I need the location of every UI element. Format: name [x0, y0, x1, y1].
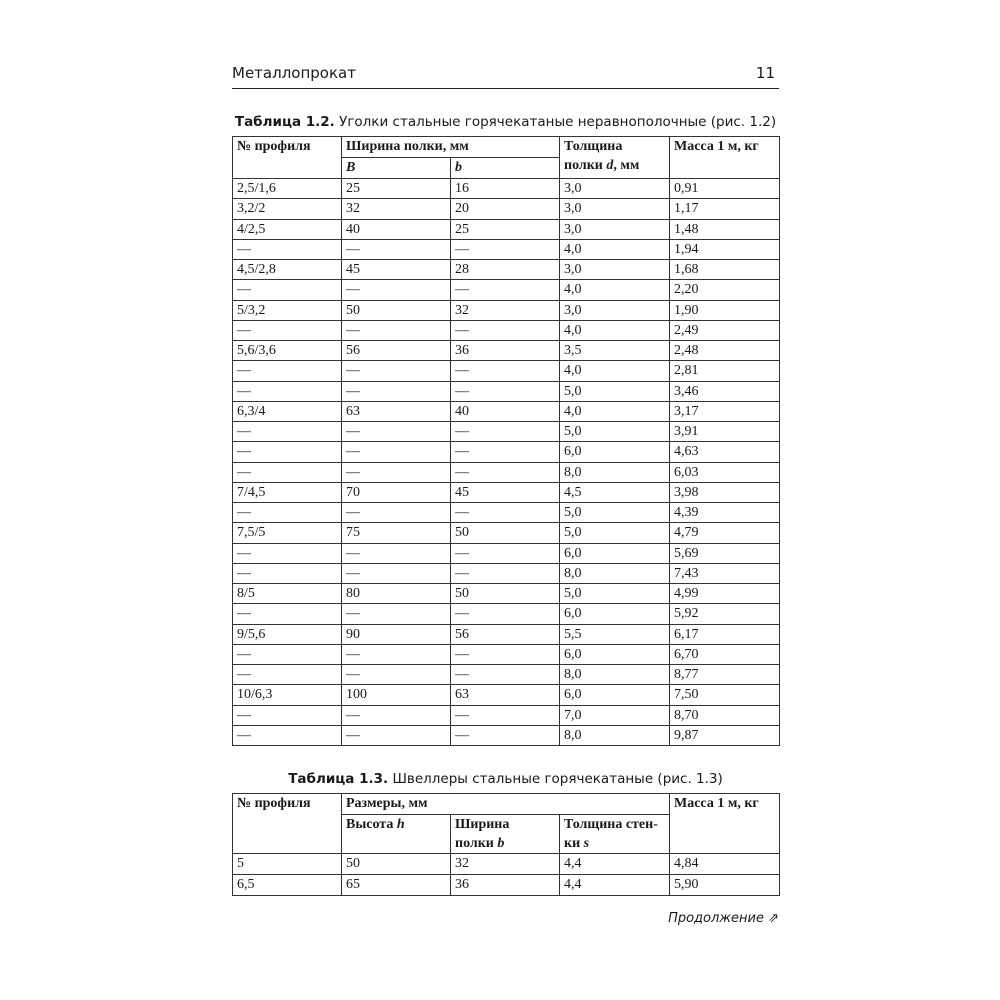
table-cell: 8,77 [670, 665, 780, 685]
table-cell: 2,48 [670, 341, 780, 361]
table-cell: — [342, 422, 451, 442]
table-cell: 25 [451, 219, 560, 239]
table-cell: 4,0 [560, 320, 670, 340]
table-row [233, 624, 780, 644]
table-cell: — [233, 604, 342, 624]
table-cell: 4,0 [560, 280, 670, 300]
table-cell: 45 [451, 482, 560, 502]
table-cell: — [451, 665, 560, 685]
table-cell: 4,99 [670, 584, 780, 604]
table-row [233, 320, 780, 340]
table-cell: — [233, 381, 342, 401]
table-cell: 5,0 [560, 503, 670, 523]
table-1-2-body [233, 179, 780, 746]
table-cell: 2,81 [670, 361, 780, 381]
table-cell: — [342, 705, 451, 725]
table-cell: — [451, 442, 560, 462]
table-row [233, 219, 780, 239]
table-1-3-caption-text: Швеллеры стальные горячекатаные (рис. 1.3) [388, 771, 723, 787]
table-cell: — [233, 563, 342, 583]
table-1-2 [232, 136, 780, 746]
table-cell: 5/3,2 [233, 300, 342, 320]
table-cell: 3,0 [560, 199, 670, 219]
table-row [233, 341, 780, 361]
table-cell: 40 [342, 219, 451, 239]
table-cell: 50 [342, 300, 451, 320]
table-row [233, 644, 780, 664]
table-cell: 5,0 [560, 584, 670, 604]
running-header [232, 62, 779, 89]
table-cell: 5 [233, 854, 342, 875]
table-cell: 4,0 [560, 401, 670, 421]
table-cell: 3,0 [560, 260, 670, 280]
table-cell: 9,87 [670, 725, 780, 745]
table-cell: — [451, 543, 560, 563]
table-cell: 6,0 [560, 604, 670, 624]
table-cell: 4,5 [560, 482, 670, 502]
table-cell: — [451, 381, 560, 401]
table-cell: 100 [342, 685, 451, 705]
header-profile: № профиля [233, 137, 342, 179]
table-row [233, 280, 780, 300]
table-cell: 6,0 [560, 685, 670, 705]
table-row [233, 239, 780, 259]
table-cell: 32 [342, 199, 451, 219]
table-cell: — [451, 320, 560, 340]
header-b: b [451, 158, 560, 179]
table-cell: 3,0 [560, 179, 670, 199]
table-cell: — [342, 543, 451, 563]
table-cell: 8/5 [233, 584, 342, 604]
table-cell: 6,03 [670, 462, 780, 482]
table-cell: 63 [451, 685, 560, 705]
table-cell: — [342, 725, 451, 745]
table-cell: — [342, 280, 451, 300]
table-row [233, 665, 780, 685]
table-cell: 3,98 [670, 482, 780, 502]
table-row [233, 875, 780, 896]
table-cell: 3,0 [560, 300, 670, 320]
table-cell: 56 [342, 341, 451, 361]
table-cell: — [233, 239, 342, 259]
table-cell: — [342, 361, 451, 381]
table-cell: 1,68 [670, 260, 780, 280]
table-cell: 5,0 [560, 523, 670, 543]
table-cell: 32 [451, 854, 560, 875]
table-cell: 4,79 [670, 523, 780, 543]
table-cell: 36 [451, 341, 560, 361]
table-cell: 75 [342, 523, 451, 543]
table-cell: 4,0 [560, 239, 670, 259]
table-cell: 65 [342, 875, 451, 896]
table-cell: — [451, 563, 560, 583]
header-sizes: Размеры, мм [342, 794, 670, 815]
table-cell: — [451, 422, 560, 442]
table-row [233, 584, 780, 604]
table-cell: 2,5/1,6 [233, 179, 342, 199]
table-cell: — [342, 239, 451, 259]
table-cell: 4/2,5 [233, 219, 342, 239]
table-cell: 6,3/4 [233, 401, 342, 421]
table-row [233, 179, 780, 199]
table-cell: — [342, 320, 451, 340]
table-cell: 28 [451, 260, 560, 280]
table-cell: — [233, 644, 342, 664]
table-cell: — [233, 543, 342, 563]
table-cell: — [451, 239, 560, 259]
table-cell: 25 [342, 179, 451, 199]
table-cell: 6,5 [233, 875, 342, 896]
table-cell: 4,39 [670, 503, 780, 523]
table-cell: 10/6,3 [233, 685, 342, 705]
continuation-note: Продолжение ⇗ [668, 911, 779, 926]
table-row [233, 543, 780, 563]
table-row [233, 503, 780, 523]
table-cell: 8,0 [560, 563, 670, 583]
table-cell: — [451, 462, 560, 482]
table-1-3-caption [232, 771, 779, 787]
table-cell: — [233, 705, 342, 725]
table-cell: 4,4 [560, 854, 670, 875]
table-row [233, 442, 780, 462]
table-cell: 1,17 [670, 199, 780, 219]
table-cell: 3,0 [560, 219, 670, 239]
table-row [233, 260, 780, 280]
table-cell: 16 [451, 179, 560, 199]
table-cell: 4,4 [560, 875, 670, 896]
table-cell: — [342, 563, 451, 583]
table-1-2-caption [232, 114, 779, 130]
table-cell: 8,0 [560, 725, 670, 745]
table-row [233, 854, 780, 875]
table-cell: — [342, 442, 451, 462]
table-cell: 3,91 [670, 422, 780, 442]
table-cell: 1,48 [670, 219, 780, 239]
table-cell: 5,5 [560, 624, 670, 644]
header-thickness-line2: полки d, мм [564, 158, 640, 173]
table-cell: 8,0 [560, 462, 670, 482]
table-cell: 4,5/2,8 [233, 260, 342, 280]
table-cell: 56 [451, 624, 560, 644]
table-cell: — [233, 462, 342, 482]
header-width: Ширина полки, мм [342, 137, 560, 158]
table-cell: — [233, 280, 342, 300]
table-cell: 70 [342, 482, 451, 502]
page-number: 11 [755, 64, 775, 82]
table-cell: — [233, 361, 342, 381]
table-cell: — [233, 320, 342, 340]
header-thickness-line1: Толщина [564, 139, 623, 154]
table-cell: 40 [451, 401, 560, 421]
table-1-2-caption-text: Уголки стальные горячекатаные неравнополочные (рис. 1.2) [334, 114, 777, 130]
header-wall-thickness: Толщина стен- ки s [560, 815, 670, 854]
table-cell: 7,50 [670, 685, 780, 705]
table-cell: — [342, 644, 451, 664]
table-cell: 3,17 [670, 401, 780, 421]
table-cell: 0,91 [670, 179, 780, 199]
table-cell: 2,49 [670, 320, 780, 340]
table-cell: — [451, 725, 560, 745]
table-row [233, 482, 780, 502]
table-row [233, 401, 780, 421]
table-cell: 5,6/3,6 [233, 341, 342, 361]
table-cell: 5,0 [560, 422, 670, 442]
table-cell: 7,0 [560, 705, 670, 725]
header-flange-width: Ширина полки b [451, 815, 560, 854]
table-row [233, 705, 780, 725]
table-cell: 4,63 [670, 442, 780, 462]
table-cell: 6,17 [670, 624, 780, 644]
table-cell: 90 [342, 624, 451, 644]
table-cell: 9/5,6 [233, 624, 342, 644]
table-cell: — [451, 503, 560, 523]
header-profile: № профиля [233, 794, 342, 854]
table-cell: — [342, 665, 451, 685]
table-cell: — [342, 462, 451, 482]
table-cell: 20 [451, 199, 560, 219]
header-thickness [560, 137, 670, 179]
table-row [233, 462, 780, 482]
table-cell: — [451, 604, 560, 624]
table-cell: 80 [342, 584, 451, 604]
table-cell: 5,69 [670, 543, 780, 563]
table-cell: 3,2/2 [233, 199, 342, 219]
table-cell: 6,0 [560, 644, 670, 664]
table-cell: 32 [451, 300, 560, 320]
table-1-3 [232, 793, 780, 896]
table-row [233, 725, 780, 745]
header-title: Металлопрокат [232, 64, 356, 82]
table-cell: — [233, 442, 342, 462]
table-cell: — [451, 705, 560, 725]
table-cell: 7,43 [670, 563, 780, 583]
table-cell: — [233, 665, 342, 685]
table-cell: — [451, 361, 560, 381]
table-cell: 63 [342, 401, 451, 421]
table-cell: 4,0 [560, 361, 670, 381]
table-1-3-caption-label: Таблица 1.3. [288, 771, 389, 787]
table-cell: 36 [451, 875, 560, 896]
table-cell: — [342, 503, 451, 523]
table-row [233, 685, 780, 705]
table-cell: — [342, 381, 451, 401]
table-cell: — [233, 725, 342, 745]
table-1-3-body [233, 854, 780, 896]
table-1-2-caption-label: Таблица 1.2. [234, 114, 335, 130]
header-mass: Масса 1 м, кг [670, 794, 780, 854]
table-cell: 4,84 [670, 854, 780, 875]
table-cell: 6,70 [670, 644, 780, 664]
table-cell: 5,90 [670, 875, 780, 896]
table-cell: 6,0 [560, 442, 670, 462]
table-row [233, 523, 780, 543]
table-cell: — [233, 422, 342, 442]
table-cell: — [451, 644, 560, 664]
table-cell: — [342, 604, 451, 624]
table-row [233, 361, 780, 381]
table-row [233, 604, 780, 624]
table-cell: 1,90 [670, 300, 780, 320]
table-row [233, 422, 780, 442]
table-cell: 5,92 [670, 604, 780, 624]
table-cell: 45 [342, 260, 451, 280]
table-row [233, 563, 780, 583]
table-cell: 8,70 [670, 705, 780, 725]
table-cell: 7,5/5 [233, 523, 342, 543]
header-height: Высота h [342, 815, 451, 854]
table-cell: 2,20 [670, 280, 780, 300]
table-cell: 7/4,5 [233, 482, 342, 502]
header-B: B [342, 158, 451, 179]
table-row [233, 199, 780, 219]
table-cell: 1,94 [670, 239, 780, 259]
table-cell: 5,0 [560, 381, 670, 401]
header-mass: Масса 1 м, кг [670, 137, 780, 179]
table-cell: 3,46 [670, 381, 780, 401]
table-row [233, 381, 780, 401]
table-cell: 8,0 [560, 665, 670, 685]
table-cell: 3,5 [560, 341, 670, 361]
table-cell: 6,0 [560, 543, 670, 563]
table-cell: 50 [451, 584, 560, 604]
table-cell: — [451, 280, 560, 300]
table-cell: 50 [342, 854, 451, 875]
table-cell: 50 [451, 523, 560, 543]
table-cell: — [233, 503, 342, 523]
table-row [233, 300, 780, 320]
